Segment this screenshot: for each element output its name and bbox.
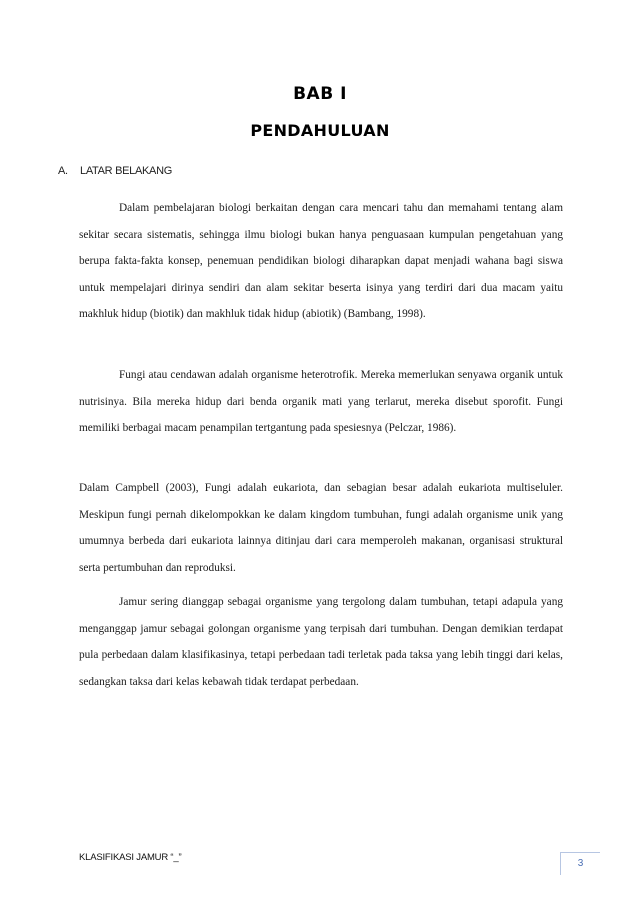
page-number: 3 <box>577 858 584 869</box>
section-title: LATAR BELAKANG <box>80 165 172 177</box>
paragraph: Dalam Campbell (2003), Fungi adalah eukariota, dan sebagian besar adalah eukariota multiseluler. Meskipun fungi pernah dikelompokkan ke dalam kingdom tumbuhan, fungi adalah organisme unik yang umumnya berbeda dari eukariota lainnya ditinjau dari cara memperoleh makanan, organisasi struktural serta pertumbuhan dan reproduksi. <box>79 482 563 574</box>
paragraph: Jamur sering dianggap sebagai organisme yang tergolong dalam tumbuhan, tetapi adapula yang menganggap jamur sebagai golongan organisme yang terpisah dari tumbuhan. Dengan demikian terdapat pula perbedaan dalam klasifikasinya, tetapi perbedaan tadi terletak pada taksa yang lebih tinggi dari kelas, sedangkan taksa dari kelas kebawah tidak terdapat perbedaan. <box>79 596 563 688</box>
paragraph: Fungi atau cendawan adalah organisme heterotrofik. Mereka memerlukan senyawa organik untuk nutrisinya. Bila mereka hidup dari benda organik mati yang terlarut, mereka disebut sporofit. Fungi memiliki berbagai macam penampilan tertgantung pada spesiesnya (Pelczar, 1986). <box>79 369 563 434</box>
page-number-box <box>560 852 600 875</box>
section-heading <box>58 165 172 177</box>
section-number: A. <box>58 165 68 177</box>
footer-text: KLASIFIKASI JAMUR “_” <box>79 852 182 863</box>
chapter-number: BAB I <box>293 84 347 104</box>
paragraph: Dalam pembelajaran biologi berkaitan dengan cara mencari tahu dan memahami tentang alam sekitar secara sistematis, sehingga ilmu biologi bukan hanya penguasaan kumpulan pengetahuan yang berupa fakta-fakta konsep, penemuan pendidikan biologi diharapkan dapat menjadi wahana bagi siswa untuk mempelajari dirinya sendiri dan alam sekitar beserta isinya yang terdiri dari dua macam yaitu makhluk hidup (biotik) dan makhluk tidak hidup (abiotik) (Bambang, 1998). <box>79 202 563 320</box>
chapter-title: PENDAHULUAN <box>250 121 390 140</box>
